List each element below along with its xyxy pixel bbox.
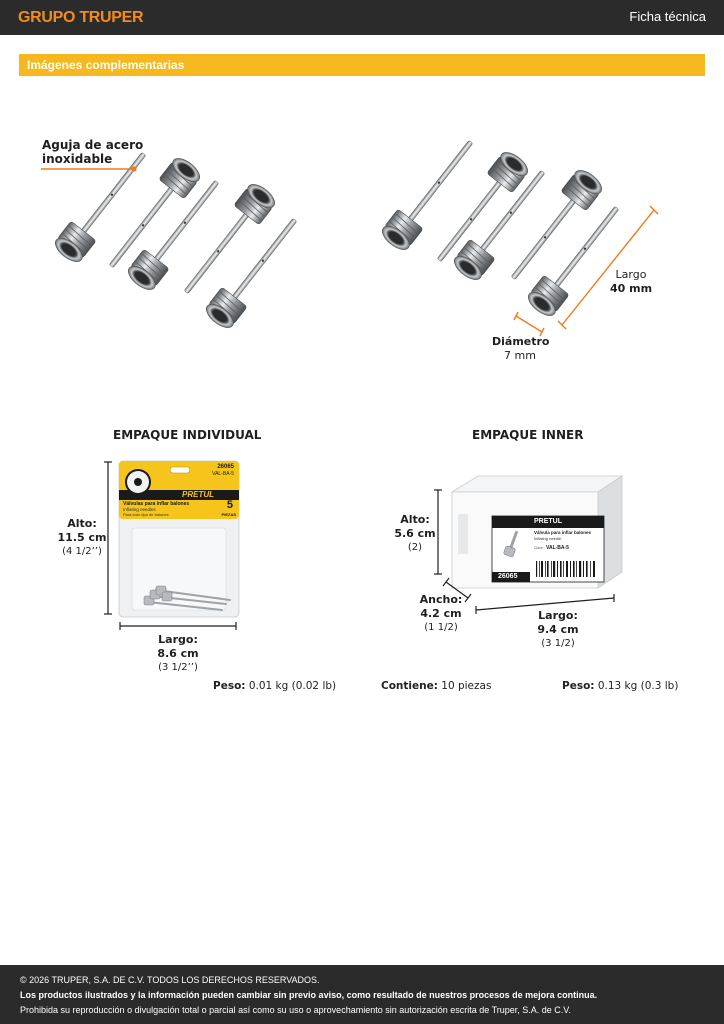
needles-dimension-illustration [370,120,670,350]
needles-figure-2 [370,120,670,350]
inner-width-value: 4.2 cm [420,607,462,620]
inner-weight-value: 0.13 kg (0.3 lb) [597,680,679,692]
inner-width-label [415,593,467,635]
callout-line-1: Aguja de acero [42,138,144,152]
header-bar [0,0,724,35]
inner-length-title: Largo: [538,609,578,622]
pack-subtitle-en: Inflating needles [123,507,156,512]
callout-steel-needle [42,138,143,166]
length-label: Largo [615,268,647,281]
inner-contents-label: Contiene: [381,680,438,692]
individual-height-inch: (4 1/2’’) [62,546,102,557]
pack-count: 5 [226,499,233,511]
individual-weight-label: Peso: [213,680,246,692]
pack-code: 26065 [217,464,234,470]
inner-contents-value: 10 piezas [441,680,492,692]
individual-package-heading: EMPAQUE INDIVIDUAL [113,428,262,442]
pack-brand: PRETUL [182,490,214,499]
box-title: Válvula para inflar balones [534,530,592,535]
length-dimension-label [608,268,654,296]
pack-model: VAL-BA-5 [212,471,234,477]
footer-notice: Los productos ilustrados y la información pueden cambiar sin previo aviso, como resultado de nuestros procesos de mejora continua. [20,990,598,1000]
inner-weight-label: Peso: [562,680,595,692]
inner-height-title: Alto: [400,513,430,526]
box-code: 26065 [498,573,518,580]
inner-width-title: Ancho: [419,593,463,606]
inner-package-heading: EMPAQUE INNER [472,428,584,442]
inner-contents [381,680,491,692]
footer-bar [0,965,724,1024]
box-subtitle: Inflating needle [534,536,562,541]
diameter-dimension-label [492,335,548,363]
inner-length-label [532,609,584,651]
box-model-prefix: Clave [534,546,543,550]
individual-length-inch: (3 1/2’’) [158,662,198,673]
callout-line [40,166,140,176]
inner-length-inch: (3 1/2) [541,638,575,649]
individual-length-value: 8.6 cm [157,647,199,660]
inner-height-value: 5.6 cm [394,527,436,540]
section-title: Imágenes complementarias [27,58,185,72]
individual-dimension-lines [100,458,245,638]
inner-width-inch: (1 1/2) [424,622,458,633]
section-header-bar [19,54,705,76]
document-type-label: Ficha técnica [629,9,706,24]
callout-line-2: inoxidable [42,152,113,166]
pack-subtitle-2: Para todo tipo de balones [123,512,169,517]
length-value: 40 mm [609,282,653,295]
inner-height-label [390,513,440,555]
individual-height-value: 11.5 cm [57,531,107,544]
box-brand: PRETUL [534,518,562,525]
box-model: VAL-BA-5 [546,545,569,551]
diameter-value: 7 mm [504,349,536,362]
individual-height-title: Alto: [67,517,97,530]
individual-weight-value: 0.01 kg (0.02 lb) [248,680,337,692]
inner-height-inch: (2) [407,542,423,553]
individual-height-label [56,517,108,559]
pack-title: Válvulas para inflar balones [123,501,190,507]
inner-length-value: 9.4 cm [537,623,579,636]
footer-prohibition: Prohibida su reproducción o divulgación total o parcial así como su uso o aprovechamiento sin autorización escrita de Truper, S.A. de C.V. [20,1005,571,1015]
grupo-truper-logo[interactable]: GRUPO TRUPER [18,9,144,26]
individual-weight [213,680,336,692]
inner-weight [562,680,678,692]
footer-copyright: © 2026 TRUPER, S.A. DE C.V. TODOS LOS DERECHOS RESERVADOS. [20,975,320,985]
diameter-label: Diámetro [492,335,550,348]
individual-length-label [152,633,204,675]
pack-count-unit: PIEZAS [221,512,236,517]
individual-length-title: Largo: [158,633,198,646]
